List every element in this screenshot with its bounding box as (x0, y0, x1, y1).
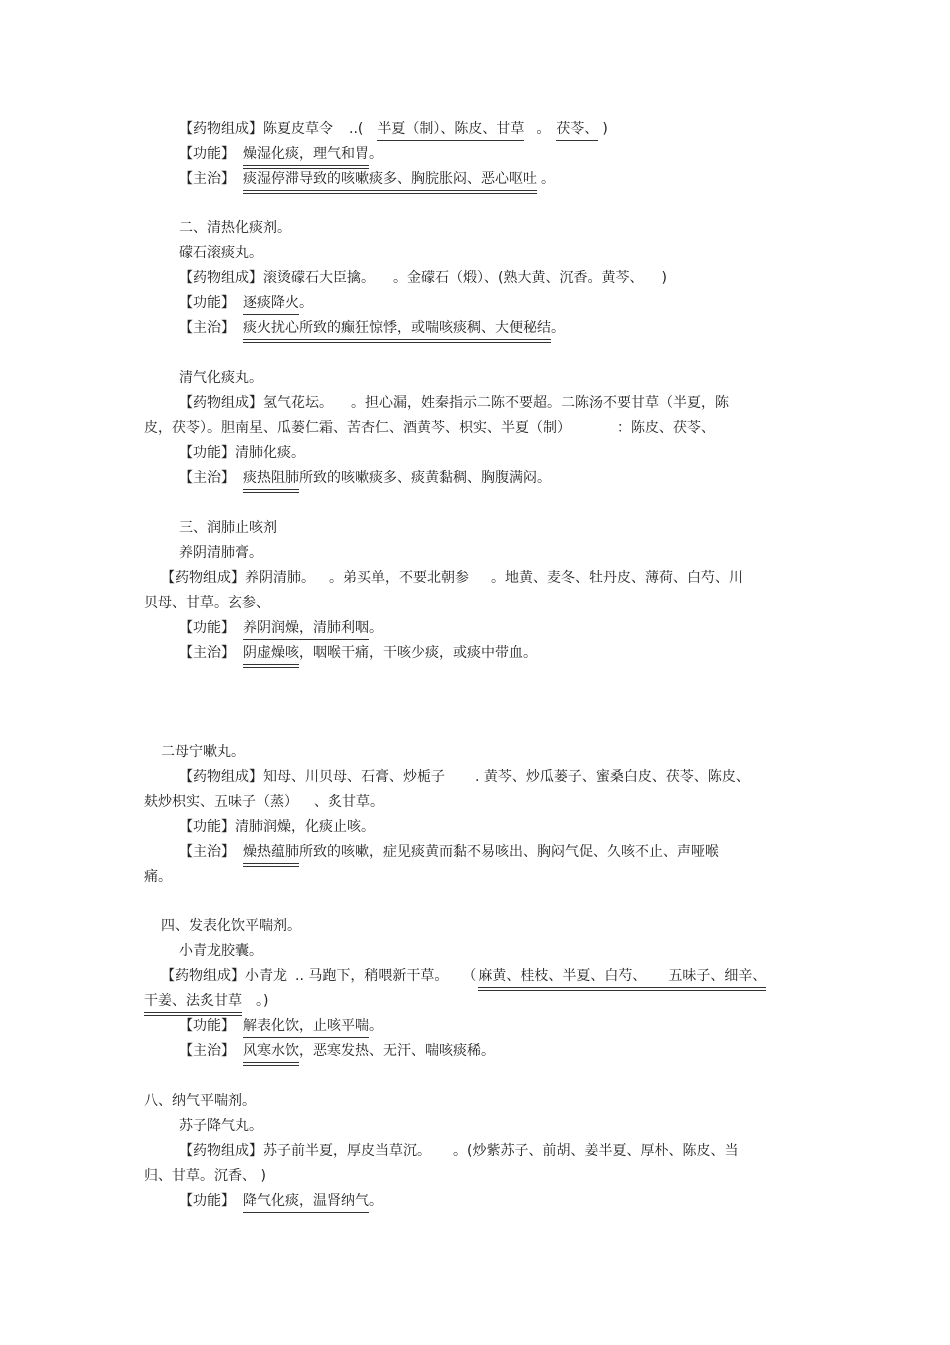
punct-text: 。 (299, 295, 313, 311)
composition-line-2: 归、甘草。沉香、 ) (144, 1168, 266, 1184)
function-tag: 【功能】 (179, 146, 235, 162)
composition-tag: 【药物组成】 (179, 395, 263, 411)
function-tag: 【功能】 (179, 819, 235, 835)
underlined-ingredients (478, 966, 766, 988)
function-tag: 【功能】 (179, 445, 235, 461)
indication-rest: 所致的咳嗽，症见痰黄而黏不易咳出、胸闷气促、久咳不止、声哑喉 (299, 844, 719, 860)
ingredients-text: 。金礞石（煅）、(熟大黄、沉香。黄芩、 (393, 270, 644, 286)
indication-line (179, 1041, 495, 1061)
indication-tag: 【主治】 (179, 470, 235, 486)
punct-text: 。 (369, 620, 383, 636)
function-text: 解表化饮，止咳平喘 (243, 1016, 369, 1038)
punct-text: 。 (551, 320, 565, 336)
section-heading: 四、发表化饮平喘剂。 (161, 918, 301, 934)
mnemonic-text: 陈夏皮草令 (263, 121, 333, 137)
ingredients-text: 。地黄、麦冬、牡丹皮、薄荷、白芍、川 (491, 570, 743, 586)
function-line (179, 293, 313, 313)
indication-tag: 【主治】 (179, 1043, 235, 1059)
composition-line-2: 贝母、甘草。玄参、 (144, 595, 270, 611)
formula-name: 二母宁嗽丸。 (161, 744, 245, 760)
indication-tag: 【主治】 (179, 171, 235, 187)
formula-name: 养阴清肺膏。 (179, 545, 263, 561)
paren-text: ) (602, 121, 608, 137)
indication-tag: 【主治】 (179, 320, 235, 336)
function-text: 逐痰降火 (243, 293, 299, 315)
indication-tag: 【主治】 (179, 645, 235, 661)
composition-line (161, 568, 743, 588)
function-line (179, 1016, 383, 1036)
indication-text: 燥热蕴肺 (243, 842, 299, 864)
ingredients-text: 。(炒紫苏子、前胡、姜半夏、厚朴、陈皮、当 (453, 1143, 739, 1159)
indication-text: 痰热阻肺 (243, 468, 299, 490)
indication-line (179, 169, 555, 189)
mnemonic-text: 养阴清肺。 (245, 570, 315, 586)
formula-name: 苏子降气丸。 (179, 1118, 263, 1134)
punct-text: 。 (536, 121, 551, 137)
function-tag: 【功能】 (179, 295, 235, 311)
composition-line (179, 393, 729, 413)
composition-tag: 【药物组成】 (179, 1143, 263, 1159)
composition-tag: 【药物组成】 (179, 769, 263, 785)
indication-rest: 所致的咳嗽痰多、痰黄黏稠、胸腹满闷。 (299, 470, 551, 486)
mnemonic-text: 氢气花坛。 (263, 395, 333, 411)
punct-text: 。 (369, 1018, 383, 1034)
punct-text: 。 (541, 171, 555, 187)
ingredients-text: 五味子、细辛、 (668, 968, 767, 984)
indication-text: 痰火扰心所致的癫狂惊悸，或喘咳痰稠、大便秘结 (243, 318, 551, 340)
function-line (179, 817, 375, 837)
function-line (179, 618, 383, 638)
function-text: 养阴润燥，清肺利咽 (243, 618, 369, 640)
composition-tag: 【药物组成】 (161, 968, 245, 984)
composition-line (179, 119, 608, 139)
formula-name: 小青龙胶囊。 (179, 943, 263, 959)
ingredients-text: ：陈皮、茯苓、 (617, 420, 715, 436)
indication-tag: 【主治】 (179, 844, 235, 860)
formula-name: 清气化痰丸。 (179, 370, 263, 386)
indication-text: 痰湿停滞导致的咳嗽痰多、胸脘胀闷、恶心呕吐 (243, 169, 537, 191)
section-heading: 二、清热化痰剂。 (179, 220, 291, 236)
ingredients-text: 麸炒枳实、五味子（蒸） (144, 794, 298, 810)
indication-line (179, 643, 537, 663)
composition-tag: 【药物组成】 (179, 270, 263, 286)
indication-line (179, 318, 565, 338)
function-tag: 【功能】 (179, 1193, 235, 1209)
paren-text: ) (661, 270, 667, 286)
mnemonic-text: 。担心漏，姓秦指示二陈不要超。二陈汤不要甘草（半夏，陈 (351, 395, 729, 411)
composition-tag: 【药物组成】 (179, 121, 263, 137)
ingredients-text: 知母、川贝母、石膏、炒栀子 (263, 769, 445, 785)
indication-line (179, 842, 719, 862)
function-text: 降气化痰，温肾纳气 (243, 1191, 369, 1213)
section-heading: 三、润肺止咳剂 (179, 520, 277, 536)
function-line (179, 144, 383, 164)
mnemonic-text: 滚烫礞石大臣擒。 (263, 270, 375, 286)
mnemonic-text: 苏子前半夏，厚皮当草沉。 (263, 1143, 431, 1159)
underlined-ingredients: 半夏（制）、陈皮、甘草 (377, 119, 524, 141)
formula-name: 礞石滚痰丸。 (179, 245, 263, 261)
ingredients-text: . 黄芩、炒瓜蒌子、蜜桑白皮、茯苓、陈皮、 (475, 769, 750, 785)
function-text: 燥湿化痰，理气和胃 (243, 144, 369, 166)
mnemonic-text: 。弟买单，不要北朝参 (329, 570, 469, 586)
function-tag: 【功能】 (179, 620, 235, 636)
ingredients-text: 麻黄、桂枝、半夏、白芍、 (478, 968, 647, 984)
ingredients-text: 、炙甘草。 (314, 794, 384, 810)
composition-line (179, 1141, 738, 1161)
punct-text: 。 (369, 1193, 383, 1209)
indication-rest: ，恶寒发热、无汗、喘咳痰稀。 (299, 1043, 495, 1059)
indication-text: 阴虚燥咳 (243, 643, 299, 665)
section-heading: 八、纳气平喘剂。 (144, 1093, 256, 1109)
mnemonic-text: .. 马跑下，稍喂新干草。 (295, 968, 449, 984)
composition-tag: 【药物组成】 (161, 570, 245, 586)
punct-text: 。 (369, 146, 383, 162)
indication-rest: ，咽喉干痛，干咳少痰，或痰中带血。 (299, 645, 537, 661)
mnemonic-text: 小青龙 (245, 968, 287, 984)
composition-line-2 (144, 792, 384, 812)
punct-text: 。) (256, 993, 269, 1009)
composition-line (179, 767, 750, 787)
composition-line (179, 268, 667, 288)
ingredients-text: 皮，茯苓）。胆南星、瓜蒌仁霜、苦杏仁、酒黄芩、枳实、半夏（制） (144, 420, 571, 436)
function-line (179, 1191, 383, 1211)
composition-line-2 (144, 418, 715, 438)
indication-line-2: 痛。 (144, 869, 172, 885)
function-line (179, 443, 305, 463)
composition-line (161, 966, 766, 986)
underlined-ingredients: 茯苓、 (556, 119, 598, 141)
function-text: 清肺润燥，化痰止咳。 (235, 819, 375, 835)
composition-line-2 (144, 991, 268, 1011)
indication-text: 风寒水饮 (243, 1041, 299, 1063)
indication-line (179, 468, 551, 488)
paren-text: ..( (349, 121, 364, 137)
paren-text: （ (462, 968, 477, 984)
underlined-ingredients: 干姜、法炙甘草 (144, 991, 242, 1013)
function-text: 清肺化痰。 (235, 445, 305, 461)
function-tag: 【功能】 (179, 1018, 235, 1034)
